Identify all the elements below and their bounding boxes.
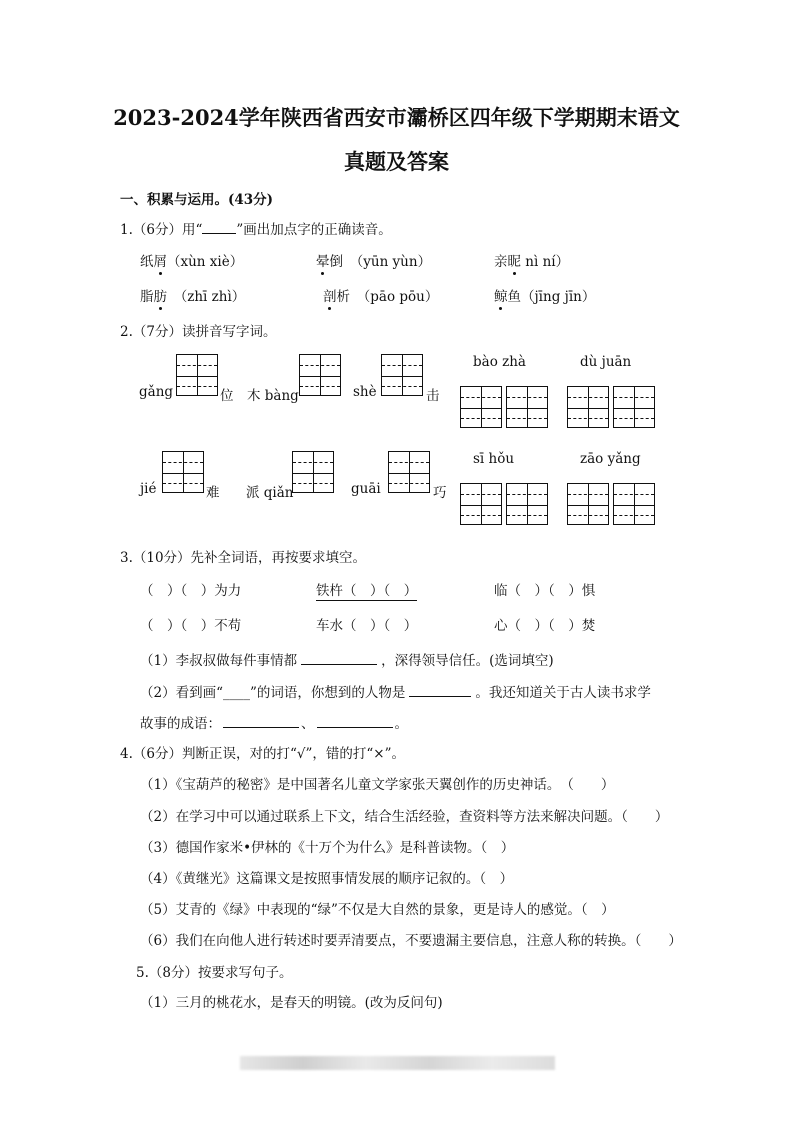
q4-item-5: （5）艾青的《绿》中表现的“绿”不仅是大自然的景象，更是诗人的感觉。（ ） [140,902,615,918]
q3-sentence-3: 故事的成语： 、 。 [140,716,408,732]
q1-stem: 1.（6分）用“ ”画出加点字的正确读音。 [120,222,392,238]
writing-box[interactable] [460,483,502,525]
q3-word-6[interactable]: 心（ ）（ ）焚 [494,618,596,634]
writing-box[interactable] [567,386,609,428]
writing-box[interactable] [388,451,430,493]
q3-stem: 3.（10分）先补全词语，再按要求填空。 [120,550,367,566]
writing-box[interactable] [460,386,502,428]
char-wei: 位 [220,388,234,404]
q1-item-2: 晕倒 （yūn yùn） [316,250,431,270]
q3-word-3[interactable]: 临（ ）（ ）惧 [494,583,596,599]
answer-blank[interactable] [409,684,471,697]
q4-item-4: （4）《黄继光》这篇课文是按照事情发展的顺序记叙的。（ ） [140,871,514,887]
pinyin-baozha: bào zhà [473,354,526,370]
pinyin-dujuan: dù juān [580,354,632,370]
pinyin-mubang: 木 bàng [247,388,299,404]
q5-item-1: （1）三月的桃花水，是春天的明镜。(改为反问句) [140,995,443,1011]
writing-box[interactable] [613,386,655,428]
answer-blank[interactable] [223,715,299,728]
answer-blank[interactable] [317,715,393,728]
pinyin-paiqian: 派 qiǎn [246,485,294,501]
q3-sentence-1: （1）李叔叔做每件事情都 ，深得领导信任。(选词填空) [140,653,554,669]
q4-item-1: （1）《宝葫芦的秘密》是中国著名儿童文学家张天翼创作的历史神话。 （ ） [140,777,615,793]
q3-word-2[interactable]: 铁杵（ ）（ ） [316,583,418,599]
q2-stem: 2.（7分）读拼音写字词。 [120,324,277,340]
pinyin-guai: guāi [351,481,381,497]
char-qiao: 巧 [433,485,447,501]
q4-item-2: （2）在学习中可以通过联系上下文，结合生活经验，查资料等方法来解决问题。（ ） [140,809,669,825]
pinyin-she: shè [353,384,377,400]
writing-box[interactable] [613,483,655,525]
pinyin-jie: jié [140,481,157,497]
page-title-line2: 真题及答案 [344,149,449,174]
q5-stem: 5.（8分）按要求写句子。 [136,965,293,981]
page-title-line1: 2023-2024学年陕西省西安市灞桥区四年级下学期期末语文 [113,105,680,130]
q3-word-5[interactable]: 车水（ ）（ ） [316,618,418,634]
pinyin-sihou: sī hǒu [473,451,515,467]
q1-item-3: 亲昵 nì ní） [494,250,569,270]
q4-item-3: （3）德国作家米•伊林的《十万个为什么》是科普读物。（ ） [140,840,515,856]
writing-box[interactable] [176,354,218,396]
q3-word-4[interactable]: （ ）（ ）不苟 [140,618,242,634]
writing-box[interactable] [299,354,341,396]
writing-box[interactable] [506,483,548,525]
q1-item-6: 鲸鱼（jīng jīn） [494,285,595,305]
blurred-footer-watermark [240,1056,555,1070]
q3-word-1[interactable]: （ ）（ ）为力 [140,583,242,599]
section-heading: 一、积累与运用。(43分) [120,192,274,208]
q1-item-5: 剖析 （pāo pōu） [323,285,438,305]
q4-stem: 4.（6分）判断正误，对的打“√”，错的打“×”。 [120,746,405,762]
writing-box[interactable] [381,354,423,396]
char-ji: 击 [426,388,440,404]
q1-item-4: 脂肪 （zhī zhì） [140,285,245,305]
q3-sentence-2: （2）看到画“____”的词语，你想到的人物是 。我还知道关于古人读书求学 [140,685,651,701]
q1-item-1: 纸屑（xùn xiè） [140,250,243,270]
writing-box[interactable] [162,451,204,493]
writing-box[interactable] [567,483,609,525]
q4-item-6: （6）我们在向他人进行转述时要弄清要点，不要遗漏主要信息，注意人称的转换。（ ） [140,933,682,949]
pinyin-gang: gǎng [139,384,174,400]
writing-box[interactable] [506,386,548,428]
writing-box[interactable] [292,451,334,493]
pinyin-zaoyang: zāo yǎng [580,451,641,467]
answer-blank[interactable] [301,652,377,665]
char-nan: 难 [206,485,220,501]
